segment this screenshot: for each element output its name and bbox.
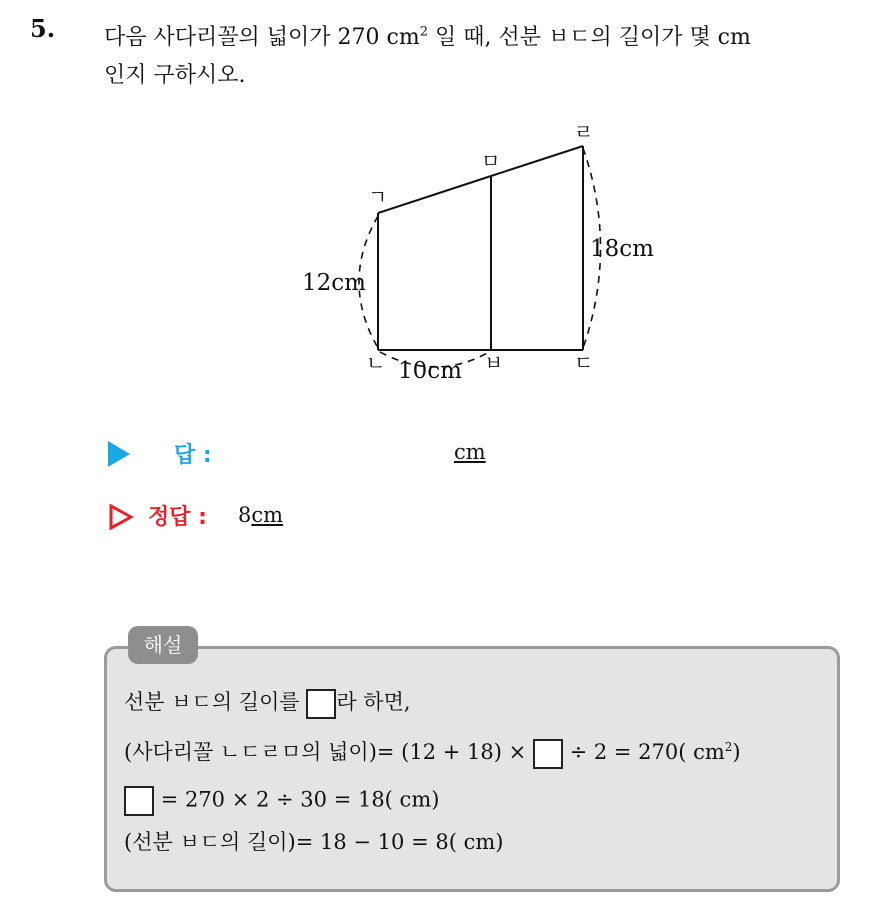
vertex-label-b: ㄴ [366, 351, 386, 375]
answer-row [108, 436, 528, 472]
correct-answer-row [108, 498, 528, 538]
blank-box [533, 739, 563, 769]
edge-top-right [491, 146, 583, 176]
blank-box [306, 689, 336, 719]
vertex-label-a: ㄱ [368, 185, 388, 209]
answer-label: 답 : [174, 443, 212, 468]
answer-unit: cm [454, 440, 486, 464]
right-side-length: 18cm [590, 236, 654, 262]
solution-line-4: (선분 ㅂㄷ의 길이)= 18 − 10 = 8( cm) [124, 830, 504, 854]
vertex-label-f: ㅂ [484, 351, 504, 375]
solution-line-3: = 270 × 2 ÷ 30 = 18( cm) [124, 786, 439, 816]
vertex-label-c: ㄷ [574, 351, 594, 375]
correct-answer-label: 정답 : [148, 505, 207, 530]
bottom-segment-length: 10cm [398, 358, 462, 384]
trapezoid-diagram [0, 0, 884, 420]
vertex-label-d: ㄹ [574, 120, 594, 144]
solution-tab: 해설 [128, 626, 198, 664]
problem-line2: 인지 구하시오. [104, 63, 246, 89]
problem-line1: 다음 사다리꼴의 넓이가 270 $cm^2$ 일 때, 선분 ㅂㄷ의 길이가 몇 cm [104, 25, 751, 51]
play-triangle-icon [108, 441, 130, 467]
correct-answer-value: 8cm [238, 503, 284, 527]
blank-box [124, 786, 154, 816]
problem-number: 5. [30, 14, 56, 43]
left-side-length: 12cm [302, 270, 366, 296]
vertex-label-e: ㅁ [481, 149, 501, 173]
outline-triangle-icon [108, 504, 134, 530]
solution-line-1: 선분 ㅂㄷ의 길이를 라 하면, [124, 686, 411, 719]
solution-line-2: (사다리꼴 ㄴㄷㄹㅁ의 넓이)= (12 + 18) × ÷ 2 = 270( $cm^2$) [124, 736, 741, 769]
edge-top-left [378, 176, 491, 213]
